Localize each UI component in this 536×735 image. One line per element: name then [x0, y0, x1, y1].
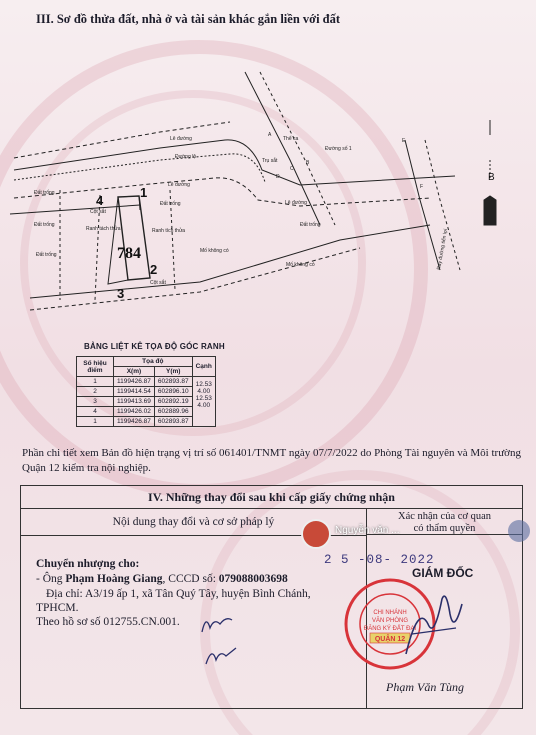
map-label: Mố không có	[286, 262, 315, 268]
transfer-address: Địa chỉ: A3/19 ấp 1, xã Tân Quý Tây, huyện Bình Chánh,	[46, 588, 311, 600]
map-label: Ranh tích thửa	[152, 228, 186, 234]
north-label: B	[488, 172, 495, 183]
avatar	[301, 519, 331, 549]
point-letter: B	[306, 160, 310, 166]
corner-label: 3	[117, 286, 125, 301]
edge-value: 4.00	[197, 402, 211, 409]
table-row	[77, 377, 216, 387]
signer-name: Phạm Văn Tùng	[386, 680, 464, 694]
coord-table	[76, 356, 216, 427]
coord-cell: 1199426.02	[114, 407, 155, 417]
map-label: Ray đường tiến lợi	[436, 228, 450, 271]
director-title: GIÁM ĐỐC	[412, 566, 474, 580]
point-letter: D	[276, 174, 280, 180]
coord-header-coord: Tọa độ	[114, 357, 193, 367]
coord-header-y: Y(m)	[154, 367, 192, 377]
transfer-file-number: Theo hồ sơ số 012755.CN.001.	[36, 616, 180, 628]
point-letter: A	[268, 132, 272, 138]
section-title: III. Sơ đồ thửa đất, nhà ở và tài sản khác gắn liền với đất	[36, 12, 341, 26]
map-label: Đường lộ	[175, 154, 197, 160]
coord-cell: 1199413.69	[114, 397, 155, 407]
land-plot-map	[0, 0, 536, 340]
transfer-title: Chuyển nhượng cho:	[36, 558, 140, 570]
coord-header-x: X(m)	[114, 367, 155, 377]
photo-watermark	[301, 516, 481, 546]
point-letter: F	[420, 184, 424, 190]
parcel-number: 784	[117, 245, 141, 262]
map-reference-note: Phần chi tiết xem Bản đồ hiện trạng vị trí số 061401/TNMT ngày 07/7/2022 do Phòng Tài nguyên và Môi trường Quận 12 kiểm tra nội nghiệp.	[22, 447, 521, 474]
transfer-person-line	[36, 572, 288, 586]
map-label: Lê đường	[168, 182, 190, 188]
handwritten-initial	[198, 610, 238, 640]
coord-cell: 602896.10	[154, 387, 192, 397]
coord-cell: 1	[77, 417, 114, 427]
watermark-text: Nguyễn văn ...	[335, 525, 400, 536]
svg-text:VĂN PHÒNG: VĂN PHÒNG	[371, 618, 409, 624]
point-letter: C	[290, 166, 294, 172]
coord-cell: 3	[77, 397, 114, 407]
map-label: Mố không có	[200, 248, 229, 254]
map-label: Đất trống	[34, 190, 55, 196]
map-label: Ranh tách thửa	[86, 226, 121, 232]
edge-value: 4.00	[197, 388, 211, 395]
map-label: Lê đường	[170, 136, 192, 142]
stamp-date: 2 5 -08- 2022	[324, 553, 435, 567]
person-id-label: , CCCD số:	[162, 573, 219, 585]
edge-value: 12.53	[195, 395, 212, 402]
edge-value: 12.53	[195, 381, 212, 388]
map-label: Đất trống	[160, 201, 181, 207]
map-label: Đường số 1	[325, 146, 352, 152]
coord-cell: 4	[77, 407, 114, 417]
map-label: Đất trống	[36, 252, 57, 258]
coord-cell: 602889.96	[154, 407, 192, 417]
corner-label: 1	[140, 185, 148, 200]
person-prefix: - Ông	[36, 573, 66, 585]
transfer-address-city: TPHCM.	[36, 602, 79, 614]
handwritten-initial-2	[202, 640, 242, 670]
coord-cell: 2	[77, 387, 114, 397]
person-id: 079088003698	[218, 573, 288, 585]
point-letter: E	[402, 138, 406, 144]
coord-cell: 602893.87	[154, 417, 192, 427]
coord-cell: 602892.19	[154, 397, 192, 407]
map-label: Cột sắt	[150, 280, 166, 286]
coord-cell: 602893.87	[154, 377, 192, 387]
map-label: Cột sắt	[90, 209, 106, 215]
coord-cell: 1199426.87	[114, 417, 155, 427]
coord-cell: 1	[77, 377, 114, 387]
svg-text:CHI NHÁNH: CHI NHÁNH	[373, 610, 407, 616]
person-name: Phạm Hoàng Giang	[65, 573, 163, 585]
map-label: Đất trống	[300, 222, 321, 228]
changes-col-confirm-line: có thẩm quyền	[413, 523, 476, 534]
watermark-logo-icon	[508, 520, 530, 542]
coord-header-edge: Cạnh	[192, 357, 215, 377]
coord-cell: 1199426.87	[114, 377, 155, 387]
corner-label: 4	[96, 193, 104, 208]
coord-cell: 1199414.54	[114, 387, 155, 397]
changes-col-content: Nội dung thay đổi và cơ sở pháp lý	[21, 509, 367, 536]
svg-text:QUẬN 12: QUẬN 12	[374, 636, 406, 643]
svg-text:ĐĂNG KÝ ĐẤT ĐAI: ĐĂNG KÝ ĐẤT ĐAI	[363, 626, 417, 632]
changes-col-confirm-line: Xác nhận của cơ quan	[397, 511, 491, 522]
map-label: Thể ca	[283, 136, 299, 142]
map-label: Lê đường	[285, 200, 307, 206]
changes-header: IV. Những thay đổi sau khi cấp giấy chứng nhận	[21, 486, 522, 509]
corner-label: 2	[150, 262, 158, 277]
coord-edges	[192, 377, 215, 427]
coord-header-point: Số hiệu điểm	[77, 357, 114, 377]
director-signature	[398, 584, 468, 664]
map-label: Trụ sắt	[262, 158, 278, 164]
map-label: Đất trống	[34, 222, 55, 228]
coord-table-title: BẢNG LIỆT KÊ TỌA ĐỘ GÓC RANH	[84, 342, 225, 351]
